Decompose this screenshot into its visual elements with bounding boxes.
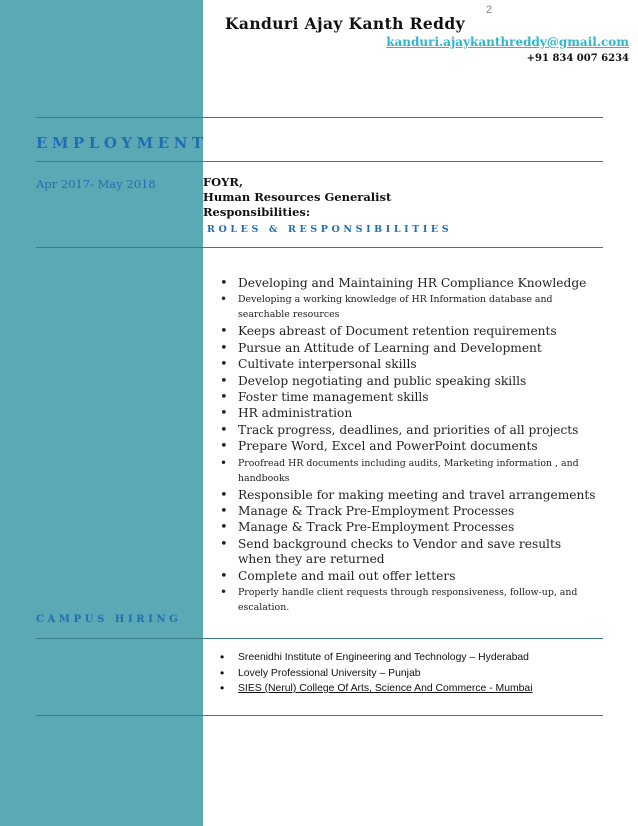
candidate-name: Kanduri Ajay Kanth Reddy	[225, 14, 466, 33]
responsibility-item: • Track progress, deadlines, and priorities of all projects	[220, 423, 598, 439]
responsibility-item: • Manage & Track Pre-Employment Processes	[220, 520, 598, 536]
college-name: SIES (Nerul) College Of Arts, Science And Commerce - Mumbai	[238, 683, 533, 694]
campus-hiring-heading: CAMPUS HIRING	[36, 614, 182, 625]
responsibility-item: • HR administration	[220, 406, 598, 422]
employment-dates: Apr 2017- May 2018	[36, 177, 156, 191]
divider-top	[36, 117, 603, 118]
college-name: Sreenidhi Institute of Engineering and Technology – Hyderabad	[238, 652, 529, 663]
employment-heading: EMPLOYMENT	[36, 134, 208, 152]
phone-number: +91 834 007 6234	[526, 53, 629, 64]
company-name: FOYR,	[203, 175, 243, 189]
responsibility-item: • Cultivate interpersonal skills	[220, 357, 598, 373]
job-details	[203, 175, 391, 220]
responsibility-item: • Developing and Maintaining HR Compliance Knowledge	[220, 276, 598, 292]
divider-campus	[36, 638, 603, 639]
college-item	[220, 681, 600, 697]
college-item	[220, 650, 600, 666]
responsibility-item: • Complete and mail out offer letters	[220, 569, 598, 585]
responsibility-item: • Develop negotiating and public speaking skills	[220, 374, 598, 390]
responsibility-item: • Send background checks to Vendor and save results when they are returned	[220, 537, 598, 568]
responsibility-item: • Proofread HR documents including audits, Marketing information , and handbooks	[220, 456, 598, 486]
responsibility-item: • Responsible for making meeting and travel arrangements	[220, 488, 598, 504]
college-item	[220, 666, 600, 682]
responsibility-item: • Properly handle client requests through responsiveness, follow-up, and escalation.	[220, 585, 598, 615]
responsibilities-label: Responsibilities:	[203, 205, 311, 219]
responsibility-item: • Pursue an Attitude of Learning and Development	[220, 341, 598, 357]
responsibilities-list	[220, 276, 598, 617]
job-position: Human Resources Generalist	[203, 190, 392, 204]
responsibility-item: • Keeps abreast of Document retention requirements	[220, 324, 598, 340]
email-link[interactable]: kanduri.ajaykanthreddy@gmail.com	[386, 35, 629, 49]
divider-bottom	[36, 715, 603, 716]
sidebar-band	[0, 0, 203, 826]
divider-employment	[36, 161, 603, 162]
college-list	[220, 650, 600, 697]
responsibility-item: • Manage & Track Pre-Employment Processes	[220, 504, 598, 520]
responsibility-item: • Developing a working knowledge of HR Information database and searchable resources	[220, 292, 598, 322]
roles-heading: ROLES & RESPONSIBILITIES	[207, 224, 453, 235]
responsibility-item: • Foster time management skills	[220, 390, 598, 406]
page-number: 2	[486, 4, 493, 16]
college-name: Lovely Professional University – Punjab	[238, 667, 421, 679]
divider-roles	[36, 247, 603, 248]
responsibility-item: • Prepare Word, Excel and PowerPoint documents	[220, 439, 598, 455]
